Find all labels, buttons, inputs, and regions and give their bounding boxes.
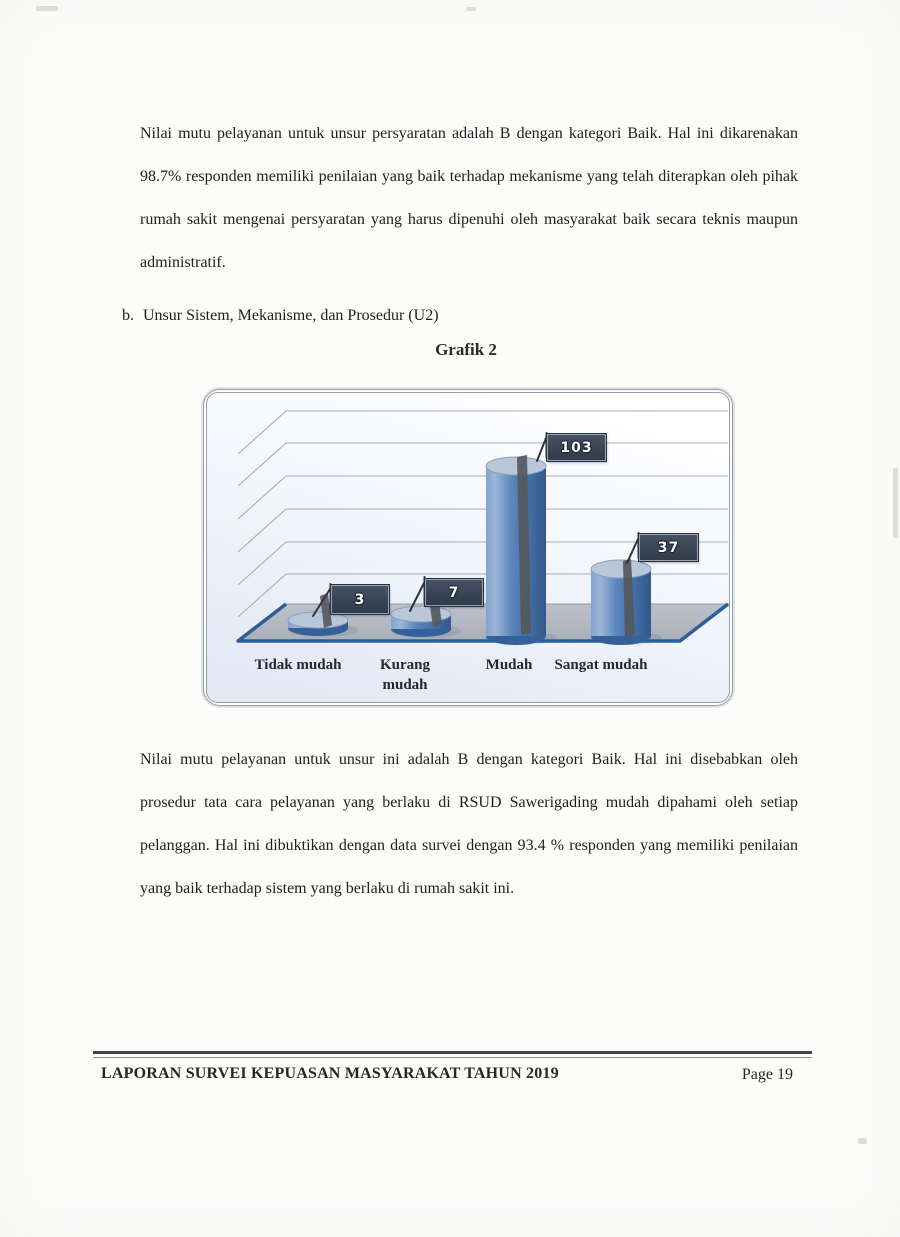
data-label-mudah: 103 <box>547 434 606 461</box>
chart-grafik-2 <box>203 389 733 706</box>
data-label-tidak-mudah: 3 <box>331 585 389 614</box>
data-label-sangat-mudah: 37 <box>639 534 698 561</box>
footer-report-title: LAPORAN SURVEI KEPUASAN MASYARAKAT TAHUN 2019 <box>101 1065 559 1082</box>
paragraph-persyaratan: Nilai mutu pelayanan untuk unsur persyaratan adalah B dengan kategori Baik. Hal ini dikarenakan 98.7% responden memiliki penilaian yang baik terhadap mekanisme yang telah diterapkan oleh pihak rumah sakit mengenai persyaratan yang harus dipenuhi oleh masyarakat baik secara teknis maupun administratif. <box>140 125 798 271</box>
bar-kurang-mudah <box>391 606 451 637</box>
bar-sangat-mudah <box>591 560 651 645</box>
bar-tidak-mudah <box>288 612 348 636</box>
footer-page-number: Page 19 <box>741 1066 793 1083</box>
chart-caption: Grafik 2 <box>435 340 497 359</box>
section-item-text: Unsur Sistem, Mekanisme, dan Prosedur (U2) <box>143 307 439 324</box>
category-label-mudah: Mudah <box>485 657 533 673</box>
footer-rule <box>93 1051 812 1054</box>
scan-artifact <box>36 6 58 11</box>
section-item-marker: b. <box>122 307 134 324</box>
footer-rule-thin <box>93 1057 812 1058</box>
paragraph-sistem-mekanisme: Nilai mutu pelayanan untuk unsur ini adalah B dengan kategori Baik. Hal ini disebabkan oleh prosedur tata cara pelayanan yang berlaku di RSUD Sawerigading mudah dipahami oleh setiap pelanggan. Hal ini dibuktikan dengan data survei dengan 93.4 % responden yang memiliki penilaian yang baik terhadap sistem yang berlaku di rumah sakit ini. <box>140 751 798 897</box>
scan-artifact <box>858 1138 867 1144</box>
chart-plot-area <box>206 392 730 703</box>
section-item-u2 <box>122 303 782 329</box>
gridlines <box>238 411 728 617</box>
category-label-kurang-mudah: Kurang mudah <box>379 657 430 693</box>
data-label-kurang-mudah: 7 <box>425 579 483 606</box>
scan-artifact <box>466 7 476 11</box>
category-label-sangat-mudah: Sangat mudah <box>554 657 648 673</box>
scan-artifact <box>893 468 898 538</box>
category-label-tidak-mudah: Tidak mudah <box>254 657 342 673</box>
bar-mudah <box>486 457 546 645</box>
